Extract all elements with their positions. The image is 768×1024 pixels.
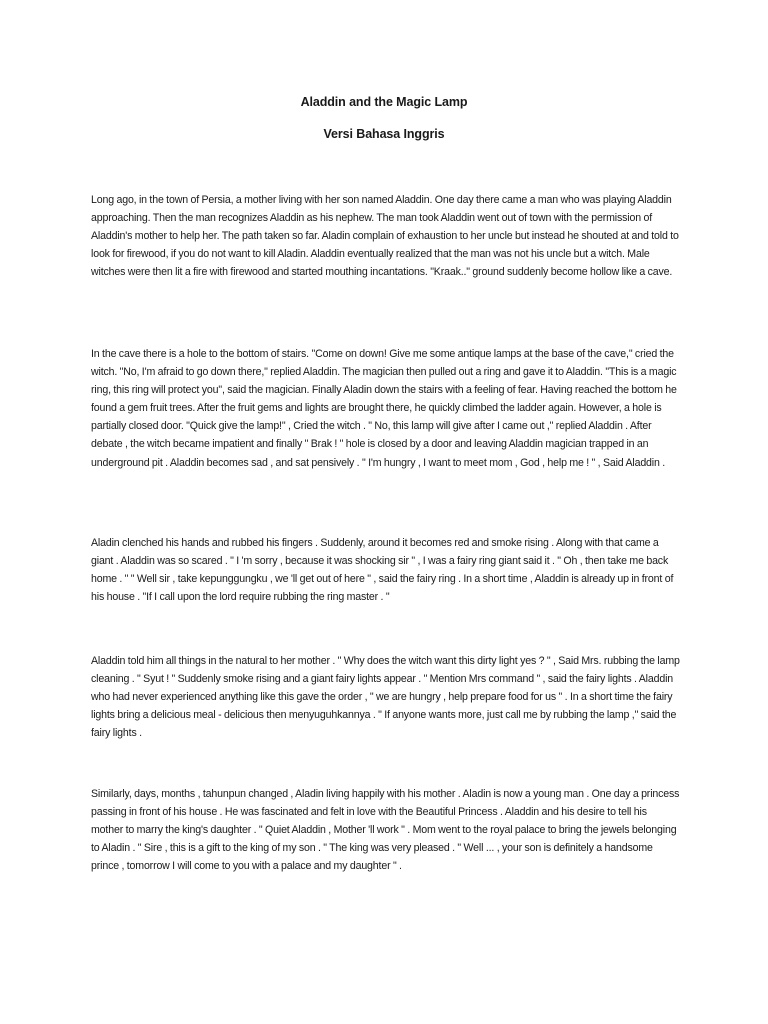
paragraph-4: Aladdin told him all things in the natural to her mother . " Why does the witch want this dirty light yes ? " , Said Mrs. rubbing the lamp cleaning . " Syut ! " Suddenly smoke rising and a giant fairy lights appear . " Mention Mrs command " , said the fairy lights . Aladdin who had never experienced anything like this gave the order , " we are hungry , help prepare food for us " . In a short time the fairy lights bring a delicious meal - delicious then menyuguhkannya . " If anyone wants more, just call me by rubbing the lamp ," said the fairy lights . bbox=[91, 655, 680, 740]
paragraph-5: Similarly, days, months , tahunpun changed , Aladin living happily with his mother . Aladin is now a young man . One day a princess passing in front of his house . He was fascinated and felt in love with the Beautiful Princess . Aladdin and his desire to tell his mother to marry the king's daughter . " Quiet Aladdin , Mother 'll work " . Mom went to the royal palace to bring the jewels belonging to Aladin . " Sire , this is a gift to the king of my son . " The king was very pleased . " Well ... , your son is definitely a handsome prince , tomorrow I will come to you with a palace and my daughter " . bbox=[91, 788, 680, 873]
paragraph-2: In the cave there is a hole to the bottom of stairs. "Come on down! Give me some antique lamps at the base of the cave," cried the witch. "No, I'm afraid to go down there," replied Aladdin. The magician then pulled out a ring and gave it to Aladdin. "This is a magic ring, this ring will protect you", said the magician. Finally Aladin down the stairs with a feeling of fear. Having reached the bottom he found a gem fruit trees. After the fruit gems and lights are brought there, he quickly climbed the ladder again. However, a hole is partially closed door. "Quick give the lamp!" , Cried the witch . " No, this lamp will give after I came out ," replied Aladdin . After debate , the witch became impatient and finally " Brak ! " hole is closed by a door and leaving Aladdin magician trapped in an underground pit . Aladdin becomes sad , and sat pensively . " I'm hungry , I want to meet mom , God , help me ! " , Said Aladdin . bbox=[91, 348, 677, 469]
paragraph-3: Aladin clenched his hands and rubbed his fingers . Suddenly, around it becomes red and smoke rising . Along with that came a giant . Aladdin was so scared . " I 'm sorry , because it was shocking sir " , I was a fairy ring giant said it . " Oh , then take me back home . " " Well sir , take kepunggungku , we 'll get out of here " , said the fairy ring . In a short time , Aladdin is already up in front of his house . "If I call upon the lord require rubbing the ring master . " bbox=[91, 537, 674, 604]
document-title: Aladdin and the Magic Lamp bbox=[300, 95, 468, 109]
document-subtitle: Versi Bahasa Inggris bbox=[323, 127, 445, 141]
paragraph-1: Long ago, in the town of Persia, a mother living with her son named Aladdin. One day there came a man who was playing Aladdin approaching. Then the man recognizes Aladdin as his nephew. The man took Aladdin went out of town with the permission of Aladdin's mother to help her. The path taken so far. Aladin complain of exhaustion to her uncle but instead he shouted at and told to look for firewood, if you do not want to kill Aladin. Aladdin eventually realized that the man was not his uncle but a witch. Male witches were then lit a fire with firewood and started mouthing incantations. "Kraak.." ground suddenly become hollow like a cave. bbox=[91, 194, 679, 279]
